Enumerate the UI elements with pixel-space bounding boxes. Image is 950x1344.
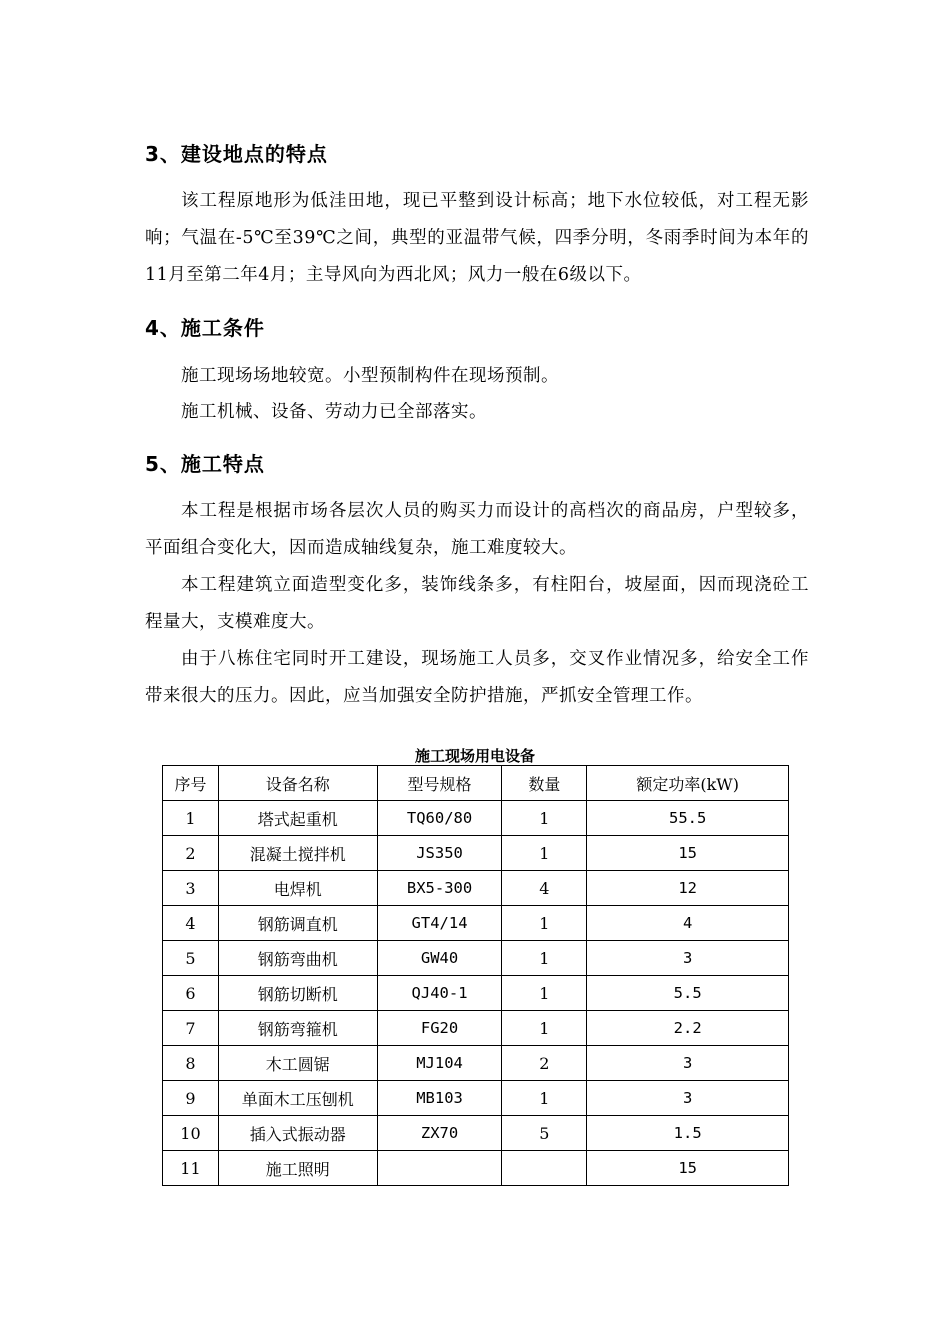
cell-equipment-name: 钢筋调直机 (218, 906, 377, 941)
table-row (163, 976, 789, 1011)
cell-quantity: 1 (502, 1011, 587, 1046)
cell-index: 9 (163, 1081, 219, 1116)
cell-index: 4 (163, 906, 219, 941)
cell-model: MJ104 (377, 1046, 502, 1081)
cell-equipment-name: 插入式振动器 (218, 1116, 377, 1151)
cell-model: TQ60/80 (377, 801, 502, 836)
table-row (163, 1046, 789, 1081)
cell-equipment-name: 混凝土搅拌机 (218, 836, 377, 871)
paragraph-features-facade: 本工程建筑立面造型变化多，装饰线条多，有柱阳台，坡屋面，因而现浇砼工程量大，支模难度大。 (145, 575, 809, 632)
cell-equipment-name: 电焊机 (218, 871, 377, 906)
cell-index: 7 (163, 1011, 219, 1046)
header-equipment-name: 设备名称 (218, 766, 377, 801)
cell-model: MB103 (377, 1081, 502, 1116)
table-row (163, 836, 789, 871)
cell-model: GT4/14 (377, 906, 502, 941)
header-index: 序号 (163, 766, 219, 801)
table-title: 施工现场用电设备 (414, 747, 535, 765)
cell-model: BX5-300 (377, 871, 502, 906)
cell-model: ZX70 (377, 1116, 502, 1151)
cell-equipment-name: 钢筋弯曲机 (218, 941, 377, 976)
cell-equipment-name: 单面木工压刨机 (218, 1081, 377, 1116)
table-row (163, 871, 789, 906)
cell-index: 3 (163, 871, 219, 906)
cell-quantity: 1 (502, 941, 587, 976)
cell-model: GW40 (377, 941, 502, 976)
table-row (163, 1116, 789, 1151)
cell-index: 1 (163, 801, 219, 836)
cell-rated-power: 12 (587, 871, 789, 906)
table-header-row (163, 766, 789, 801)
table-row (163, 801, 789, 836)
cell-model: QJ40-1 (377, 976, 502, 1011)
paragraph-features-layout: 本工程是根据市场各层次人员的购买力而设计的高档次的商品房，户型较多，平面组合变化大，因而造成轴线复杂，施工难度较大。 (145, 501, 809, 558)
paragraph-features-safety: 由于八栋住宅同时开工建设，现场施工人员多，交叉作业情况多，给安全工作带来很大的压力。因此，应当加强安全防护措施，严抓安全管理工作。 (145, 649, 809, 706)
paragraph-site-features: 该工程原地形为低洼田地，现已平整到设计标高；地下水位较低，对工程无影响；气温在-5℃至39℃之间，典型的亚温带气候，四季分明，冬雨季时间为本年的11月至第二年4月；主导风向为西北风；风力一般在6级以下。 (145, 191, 809, 285)
cell-rated-power: 3 (587, 941, 789, 976)
cell-rated-power: 3 (587, 1081, 789, 1116)
section-heading-construction-features: 5、施工特点 (145, 452, 265, 476)
cell-index: 2 (163, 836, 219, 871)
section-heading-construction-conditions: 4、施工条件 (145, 316, 265, 340)
cell-index: 11 (163, 1151, 219, 1186)
cell-index: 6 (163, 976, 219, 1011)
cell-rated-power: 15 (587, 1151, 789, 1186)
cell-index: 8 (163, 1046, 219, 1081)
cell-quantity: 4 (502, 871, 587, 906)
cell-quantity: 1 (502, 1081, 587, 1116)
cell-model: JS350 (377, 836, 502, 871)
cell-quantity: 5 (502, 1116, 587, 1151)
table-row (163, 1081, 789, 1116)
cell-quantity: 1 (502, 836, 587, 871)
cell-quantity: 1 (502, 976, 587, 1011)
cell-quantity: 1 (502, 906, 587, 941)
cell-model (377, 1151, 502, 1186)
cell-rated-power: 55.5 (587, 801, 789, 836)
cell-equipment-name: 施工照明 (218, 1151, 377, 1186)
cell-quantity: 1 (502, 801, 587, 836)
cell-rated-power: 4 (587, 906, 789, 941)
cell-quantity: 2 (502, 1046, 587, 1081)
cell-quantity (502, 1151, 587, 1186)
cell-index: 10 (163, 1116, 219, 1151)
section-heading-site-features: 3、建设地点的特点 (145, 142, 328, 166)
header-model: 型号规格 (377, 766, 502, 801)
table-row (163, 1011, 789, 1046)
cell-index: 5 (163, 941, 219, 976)
header-rated-power: 额定功率(kW) (587, 766, 789, 801)
paragraph-conditions-resources: 施工机械、设备、劳动力已全部落实。 (181, 402, 487, 422)
cell-rated-power: 5.5 (587, 976, 789, 1011)
paragraph-conditions-site: 施工现场场地较宽。小型预制构件在现场预制。 (181, 366, 559, 386)
header-quantity: 数量 (502, 766, 587, 801)
equipment-table (162, 765, 789, 1186)
cell-equipment-name: 钢筋弯箍机 (218, 1011, 377, 1046)
cell-model: FG20 (377, 1011, 502, 1046)
cell-equipment-name: 钢筋切断机 (218, 976, 377, 1011)
cell-rated-power: 15 (587, 836, 789, 871)
cell-equipment-name: 塔式起重机 (218, 801, 377, 836)
cell-rated-power: 3 (587, 1046, 789, 1081)
table-row (163, 906, 789, 941)
table-row (163, 1151, 789, 1186)
cell-rated-power: 1.5 (587, 1116, 789, 1151)
cell-rated-power: 2.2 (587, 1011, 789, 1046)
cell-equipment-name: 木工圆锯 (218, 1046, 377, 1081)
table-row (163, 941, 789, 976)
